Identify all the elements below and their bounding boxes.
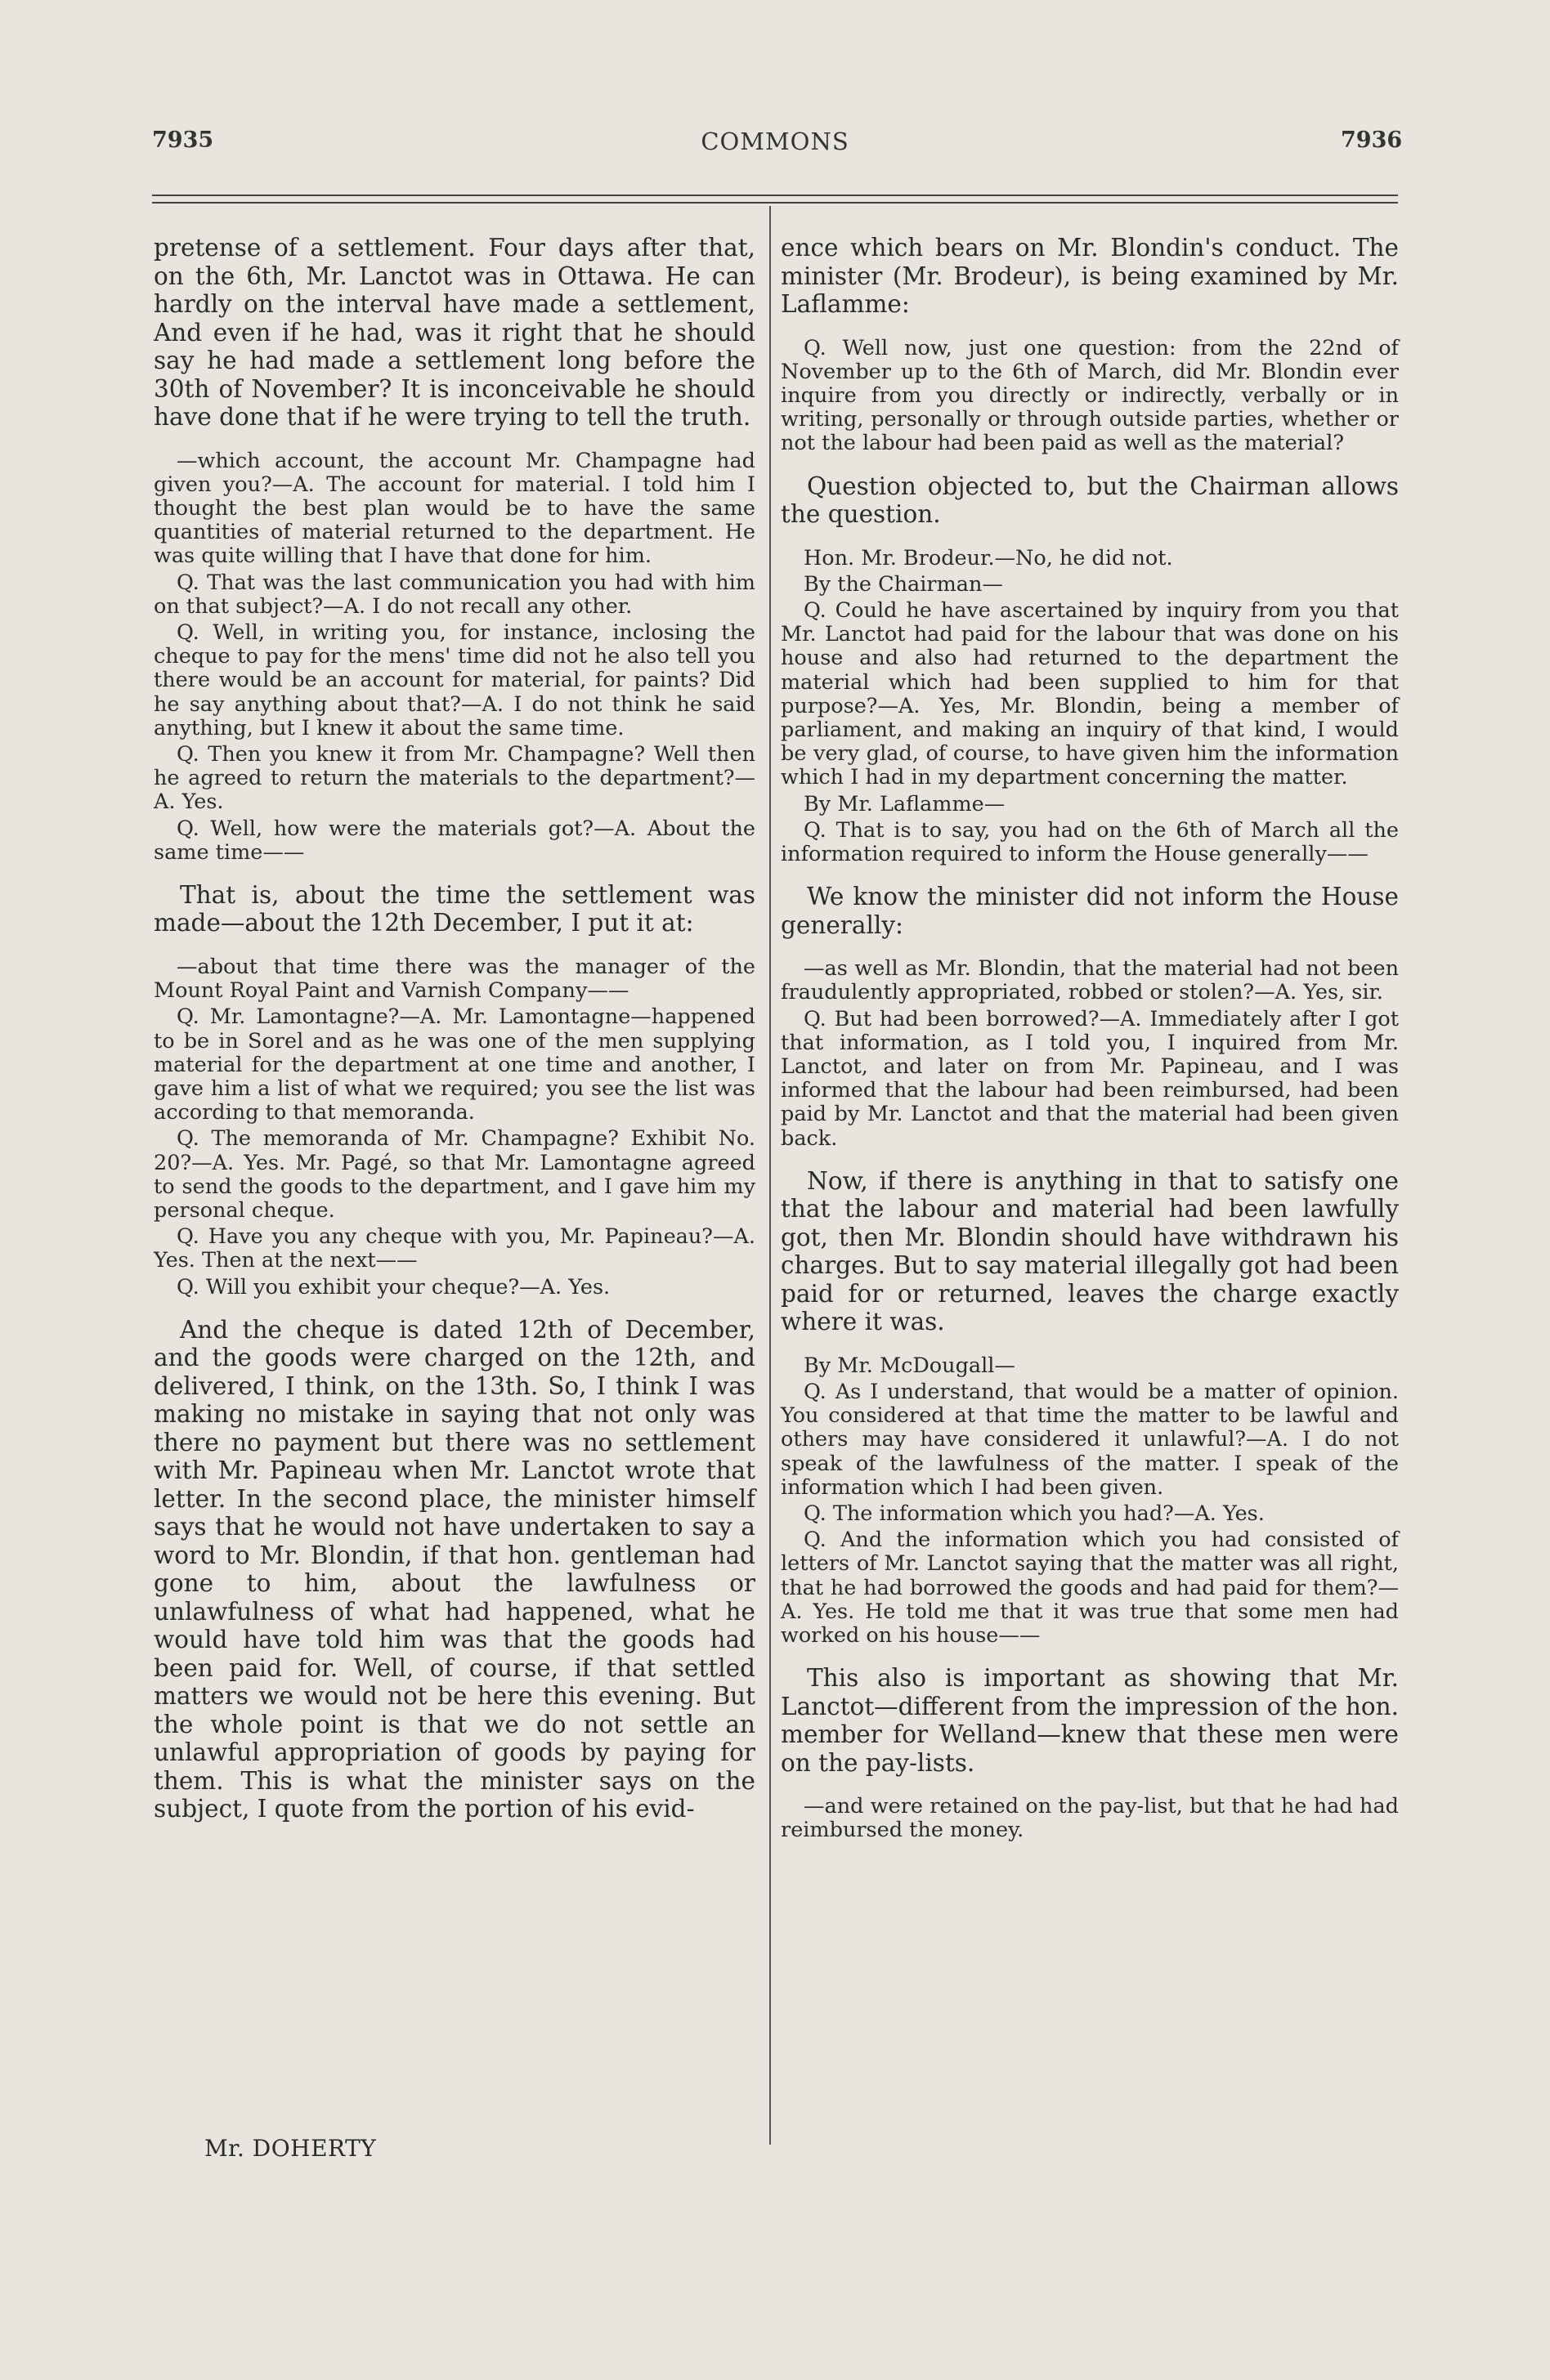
quoted-testimony: Q. Well, in writing you, for instance, inclosing the cheque to pay for the mens' time did not he also tell you there would be an account for material, for paints? Did he say anything about that?—A. I do not think he said anything, but I knew it about the same time. — [154, 620, 755, 740]
header-rule-bottom — [152, 202, 1398, 204]
body-paragraph: And the cheque is dated 12th of December, and the goods were charged on the 12th, and delivered, I think, on the 13th. So, I think I was making no mistake in saying that not only was there no payment but there was no settlement with Mr. Papineau when Mr. Lanctot wrote that letter. In the second place, the minister himself says that he would not have undertaken to say a word to Mr. Blondin, if that hon. gentleman had gone to him, about the lawfulness or unlawfulness of what had happened, what he would have told him was that the goods had been paid for. Well, of course, if that settled matters we would not be here this evening. But the whole point is that we do not settle an unlawful appropriation of goods by paying for them. This is what the minister says on the subject, I quote from the portion of his evid- — [154, 1315, 755, 1823]
body-paragraph: pretense of a settlement. Four days after that, on the 6th, Mr. Lanctot was in Ottawa. He can hardly on the interval have made a settlement, And even if he had, was it right that he should say he had made a settlement long before the 30th of November? It is inconceivable he should have done that if he were trying to tell the truth. — [154, 234, 755, 431]
quoted-testimony: By Mr. Laflamme— — [804, 791, 1006, 816]
quoted-testimony: Q. Mr. Lamontagne?—A. Mr. Lamontagne—happened to be in Sorel and as he was one of the men supplying material for the department at one time and another, I gave him a list of what we required; you see the list was according to that memoranda. — [154, 1004, 755, 1125]
quoted-testimony: Hon. Mr. Brodeur.—No, he did not. — [804, 545, 1173, 570]
body-paragraph: ence which bears on Mr. Blondin's conduct. The minister (Mr. Brodeur), is being examined by Mr. Laflamme: — [781, 234, 1399, 318]
quoted-testimony: Q. The information which you had?—A. Yes. — [804, 1501, 1265, 1526]
quoted-testimony: Q. Have you any cheque with you, Mr. Papineau?—A. Yes. Then at the next—— — [154, 1224, 755, 1273]
quoted-testimony: Q. Well now, just one question: from the 22nd of November up to the 6th of March, did Mr. Blondin ever inquire from you directly or indirectly, verbally or in writing, personally or through outside parties, whether or not the labour had been paid as well as the material? — [781, 335, 1399, 456]
page-title: COMMONS — [701, 128, 849, 155]
quoted-testimony: —as well as Mr. Blondin, that the material had not been fraudulently appropriated, robbed or stolen?—A. Yes, sir. — [781, 956, 1399, 1005]
quoted-testimony: Q. The memoranda of Mr. Champagne? Exhibit No. 20?—A. Yes. Mr. Pagé, so that Mr. Lamontagne agreed to send the goods to the department, and I gave him my personal cheque. — [154, 1126, 755, 1223]
quoted-testimony: Q. Could he have ascertained by inquiry from you that Mr. Lanctot had paid for the labour that was done on his house and also had returned to the department the material which had been supplied to him for that purpose?—A. Yes, Mr. Blondin, being a member of parliament, and making an inquiry of that kind, I would be very glad, of course, to have given him the information which I had in my department concerning the matter. — [781, 597, 1399, 790]
body-paragraph: Question objected to, but the Chairman allows the question. — [781, 472, 1399, 529]
right-column — [781, 234, 1399, 1845]
page-number-left: 7935 — [152, 128, 214, 153]
quoted-testimony: —and were retained on the pay-list, but that he had had reimbursed the money. — [781, 1794, 1399, 1843]
quoted-testimony: Q. That is to say, you had on the 6th of March all the information required to inform the House generally—— — [781, 817, 1399, 866]
quoted-testimony: Q. But had been borrowed?—A. Immediately after I got that information, as I told you, I inquired from Mr. Lanctot, and later on from Mr. Papineau, and I was informed that the labour had been reimbursed, had been paid by Mr. Lanctot and that the material had been given back. — [781, 1006, 1399, 1151]
quoted-testimony: Q. Then you knew it from Mr. Champagne? Well then he agreed to return the materials to the department?—A. Yes. — [154, 741, 755, 815]
column-divider — [769, 206, 771, 2145]
quoted-testimony: Q. And the information which you had consisted of letters of Mr. Lanctot saying that the matter was all right, that he had borrowed the goods and had paid for them?—A. Yes. He told me that it was true that some men had worked on his house—— — [781, 1528, 1399, 1649]
quoted-testimony: By Mr. McDougall— — [804, 1353, 1015, 1378]
quoted-testimony: By the Chairman— — [804, 571, 1003, 597]
body-paragraph: This also is important as showing that Mr. Lanctot—different from the impression of the hon. member for Welland—knew that these men were on the pay-lists. — [781, 1664, 1399, 1777]
left-column — [154, 234, 755, 1841]
page-number-right: 7936 — [1341, 128, 1403, 153]
quoted-testimony: Q. That was the last communication you had with him on that subject?—A. I do not recall any other. — [154, 570, 755, 619]
body-paragraph: That is, about the time the settlement was made—about the 12th December, I put it at: — [154, 880, 755, 937]
header-rule-top — [152, 195, 1398, 196]
quoted-testimony: —about that time there was the manager of the Mount Royal Paint and Varnish Company—— — [154, 954, 755, 1004]
speaker-signature: Mr. DOHERTY — [204, 2135, 377, 2162]
body-paragraph: We know the minister did not inform the House generally: — [781, 883, 1399, 939]
quoted-testimony: —which account, the account Mr. Champagne had given you?—A. The account for material. I told him I thought the best plan would be to have the same quantities of material returned to the department. He was quite willing that I have that done for him. — [154, 448, 755, 569]
quoted-testimony: Q. As I understand, that would be a matter of opinion. You considered at that time the matter to be lawful and others may have considered it unlawful?—A. I do not speak of the lawfulness of the matter. I speak of the information which I had been given. — [781, 1379, 1399, 1500]
body-paragraph: Now, if there is anything in that to satisfy one that the labour and material had been lawfully got, then Mr. Blondin should have withdrawn his charges. But to say material illegally got had been paid for or returned, leaves the charge exactly where it was. — [781, 1166, 1399, 1336]
quoted-testimony: Q. Will you exhibit your cheque?—A. Yes. — [177, 1274, 611, 1300]
quoted-testimony: Q. Well, how were the materials got?—A. About the same time—— — [154, 816, 755, 865]
